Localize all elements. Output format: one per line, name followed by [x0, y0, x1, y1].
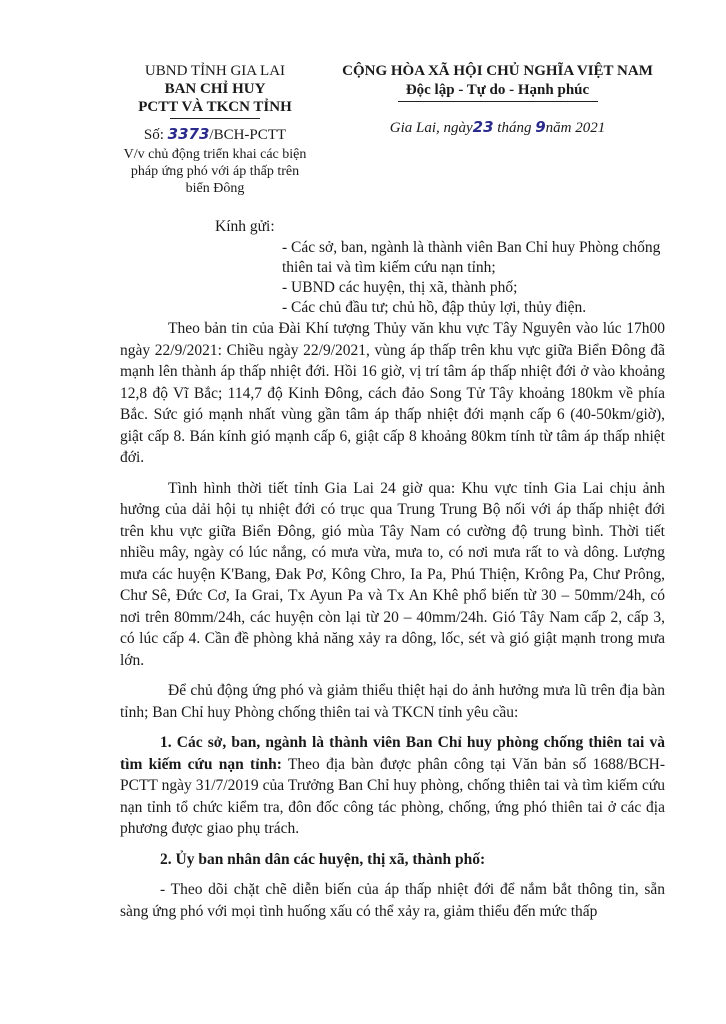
date-month: 9 [535, 118, 546, 136]
recipient-item: - Các chủ đầu tư; chủ hồ, đập thủy lợi, thủy điện. [282, 299, 587, 316]
issuer-underline [170, 118, 260, 119]
date-place: Gia Lai, ngày [389, 120, 473, 136]
item-2 [120, 849, 665, 871]
item-2-text: - Theo dõi chặt chẽ diễn biến của áp thấp nhiệt đới để nắm bắt thông tin, sẵn sàng ứng phó với mọi tình huống xấu có thể xảy ra, giảm thiểu đến mức thấp [120, 881, 665, 920]
issuer-org-2: BAN CHỈ HUY [164, 81, 266, 97]
paragraph-weather: Tình hình thời tiết tỉnh Gia Lai 24 giờ qua: Khu vực tỉnh Gia Lai chịu ảnh hưởng của dải hội tụ nhiệt đới có trục qua Trung Trung Bộ nối với áp thấp nhiệt đới trên khu vực giữa Biển Đông, gió mùa Tây Nam có cường độ trung bình. Thời tiết nhiều mây, ngày có lúc nắng, có mưa vừa, mưa to, có nơi mưa rất to và dông. Lượng mưa các huyện K'Bang, Đak Pơ, Kông Chro, Ia Pa, Phú Thiện, Krông Pa, Chư Prông, Chư Sê, Đức Cơ, Ia Grai, Tx Ayun Pa và Tx An Khê phổ biến từ 30 – 50mm/24h, có nơi trên 80mm/24h, các huyện còn lại từ 20 – 40mm/24h. Gió Tây Nam cấp 2, cấp 3, có lúc cấp 4. Cần đề phòng khả năng xảy ra dông, lốc, sét và gió giật mạnh trong mưa lớn. [120, 479, 665, 669]
paragraph-request: Để chủ động ứng phó và giảm thiểu thiệt hại do ảnh hưởng mưa lũ trên địa bàn tỉnh; Ban Chỉ huy Phòng chống thiên tai và TKCN tỉnh yêu cầu: [120, 682, 665, 721]
national-motto: Độc lập - Tự do - Hạnh phúc [405, 82, 590, 98]
item-2-title: 2. Ủy ban nhân dân các huyện, thị xã, thành phố: [160, 850, 486, 868]
national-header [330, 62, 665, 138]
date-year: năm 2021 [545, 120, 606, 136]
document-subject: V/v chủ động triển khai các biện pháp ứng phó với áp thấp trên biển Đông [123, 147, 307, 196]
recipient-item: - Các sở, ban, ngành là thành viên Ban Chỉ huy Phòng chống thiên tai và tìm kiếm cứu nạn tỉnh; [282, 239, 661, 276]
motto-underline [398, 101, 598, 102]
paragraph-forecast: Theo bản tin của Đài Khí tượng Thủy văn khu vực Tây Nguyên vào lúc 17h00 ngày 22/9/2021: Chiều ngày 22/9/2021, vùng áp thấp trên khu vực giữa Biển Đông đã mạnh lên thành áp thấp nhiệt đới. Hồi 16 giờ, vị trí tâm áp thấp nhiệt đới ở vào khoảng 12,8 độ Vĩ Bắc; 114,7 độ Kinh Đông, cách đảo Song Tử Tây khoảng 180km về phía Bắc. Sức gió mạnh nhất vùng gần tâm áp thấp nhiệt đới mạnh cấp 6 (40-50km/giờ), giật cấp 8. Bán kính gió mạnh cấp 6, giật cấp 8 khoảng 80km tính từ tâm áp thấp nhiệt đới. [120, 320, 665, 466]
recipient-item: - UBND các huyện, thị xã, thành phố; [282, 279, 518, 296]
date-month-label: tháng [493, 120, 536, 136]
salutation: Kính gửi: [215, 218, 275, 235]
recipient-list [282, 238, 662, 318]
item-1-text: Theo địa bàn được phân công tại Văn bản số 1688/BCH-PCTT ngày 31/7/2019 của Trưởng Ban Chỉ huy phòng, chống thiên tai và tìm kiếm cứu nạn tỉnh tổ chức kiểm tra, đôn đốc công tác phòng, chống, ứng phó thiên tai ở các địa phương được giao phụ trách. [120, 755, 666, 837]
date-day: 23 [472, 118, 494, 136]
issuer-org-3: PCTT VÀ TKCN TỈNH [138, 99, 292, 115]
document-body [120, 318, 665, 931]
number-handwritten: 3373 [167, 125, 210, 143]
number-suffix: /BCH-PCTT [209, 127, 287, 143]
number-prefix: Số: [143, 127, 164, 143]
country-name: CỘNG HÒA XÃ HỘI CHỦ NGHĨA VIỆT NAM [342, 63, 653, 79]
document-number [120, 125, 310, 144]
issuer-block [120, 62, 310, 197]
item-1 [120, 732, 665, 840]
issuer-org-1: UBND TỈNH GIA LAI [144, 63, 286, 79]
item-1-title: 1. Các sở, ban, ngành là thành viên Ban Chỉ huy phòng chống thiên tai và tìm kiếm cứu nạn tỉnh: [120, 734, 665, 773]
issue-date [330, 118, 665, 138]
